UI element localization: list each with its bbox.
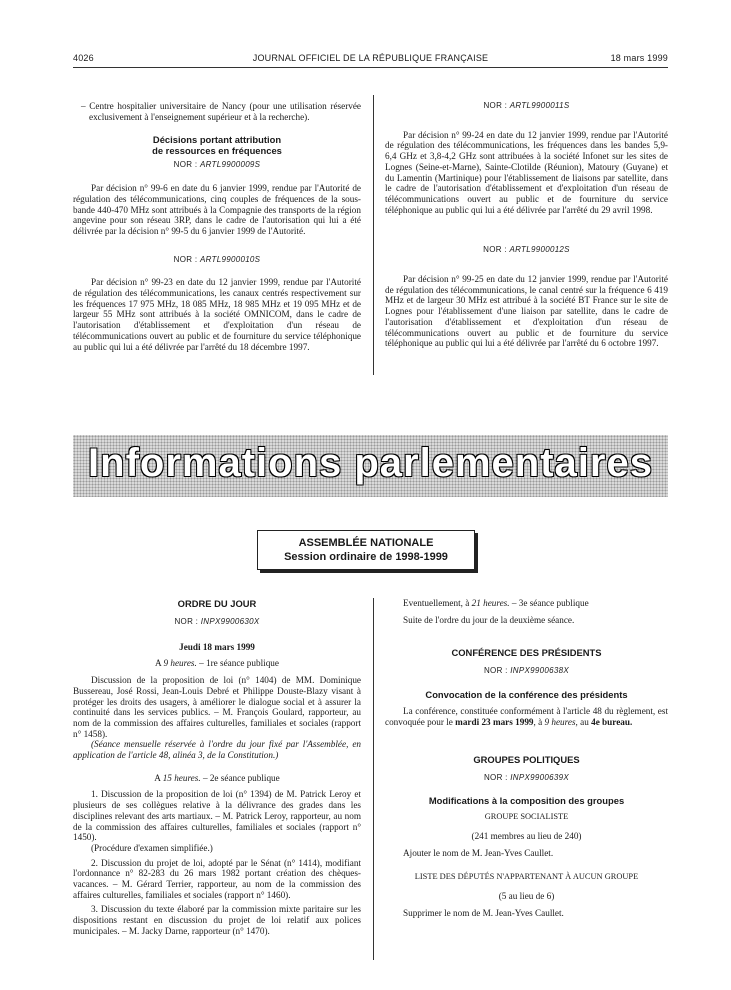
nor-reference xyxy=(385,666,668,677)
conference-title: CONFÉRENCE DES PRÉSIDENTS xyxy=(451,647,602,659)
nor-label: NOR : xyxy=(173,254,198,264)
nor-reference xyxy=(385,245,668,256)
header-rule xyxy=(73,67,668,68)
seance-suffix: – 1re séance publique xyxy=(196,658,279,669)
convocation-text-part: , à xyxy=(533,716,545,727)
section-banner xyxy=(73,435,668,497)
nor-code: ARTL9900010S xyxy=(199,254,261,264)
liste-action: Supprimer le nom de M. Jean-Yves Caullet. xyxy=(403,907,564,918)
bottom-right-column xyxy=(385,598,668,918)
section-title-line2: de ressources en fréquences xyxy=(152,145,282,157)
top-left-column xyxy=(73,101,361,352)
decision-paragraph: Par décision n° 99-24 en date du 12 janvier 1999, rendue par l'Autorité de régulation des télécommunications, les fréquences dans les bandes 5,9-6,4 GHz et 3,8-4,2 GHz sont attribuées à la société Infonet sur les sites de Lognes (Seine-et-Marne), Sainte-Clotilde (Réunion), Matoury (Guyane) et du Lamentin (Martinique) pour l'établissement de liaisons par satellite, dans le cadre de l'autorisation d'établissement et d'exploitation d'un réseau de télécommunications ouvert au public et de fourniture du service téléphonique au public qui lui a été délivrée par l'arrêté du 29 avril 1998. xyxy=(385,129,668,215)
nor-code: ARTL9900011S xyxy=(509,101,570,110)
nor-reference xyxy=(73,160,361,171)
convocation-date: mardi 23 mars 1999 xyxy=(455,716,534,727)
nor-reference xyxy=(73,617,361,628)
seance-time: 9 heures. xyxy=(163,658,197,669)
seance-time: 15 heures. xyxy=(162,772,201,783)
convocation-text-part: La conférence, constituée conformément à l'article 48 du règlement, est convoquée pour le xyxy=(385,706,668,727)
nor-code: ARTL9900009S xyxy=(199,160,261,170)
seance-suffix: – 2e séance publique xyxy=(200,772,280,783)
agenda-note: (Procédure d'examen simplifiée.) xyxy=(91,842,213,853)
convocation-time: 9 heures xyxy=(544,716,576,727)
date-heading: Jeudi 18 mars 1999 xyxy=(179,641,255,652)
convocation-text-part: , au xyxy=(575,716,592,727)
banner-title: Informations parlementaires xyxy=(88,441,653,485)
journal-title: JOURNAL OFFICIEL DE LA RÉPUBLIQUE FRANÇAISE xyxy=(252,53,489,63)
seance-heading xyxy=(385,598,668,609)
agenda-note: (Séance mensuelle réservée à l'ordre du jour fixé par l'Assemblée, en application de l'article 48, alinéa 3, de la Constitution.) xyxy=(73,739,361,761)
intro-text: – Centre hospitalier universitaire de Nancy (pour une utilisation réservée exclusivement à l'enseignement supérieur et à la recherche). xyxy=(81,101,361,122)
decision-paragraph: Par décision n° 99-25 en date du 12 janvier 1999, rendue par l'Autorité de régulation des télécommunications, le canal centré sur la fréquence 6 419 MHz et de largeur 30 MHz est attribué à la société BT France sur le site de Lognes pour l'établissement d'une liaison par satellite, dans le cadre de l'autorisation d'établissement et d'exploitation d'un réseau de télécommunications ouvert au public et de fourniture du service téléphonique au public qui lui a été délivrée par l'arrêté du 6 octobre 1997. xyxy=(385,274,668,349)
seance-prefix: Eventuellement, à xyxy=(403,598,472,608)
top-right-column xyxy=(385,101,668,349)
groupe-action: Ajouter le nom de M. Jean-Yves Caullet. xyxy=(403,847,554,858)
decision-paragraph: Par décision n° 99-23 en date du 12 janvier 1999, rendue par l'Autorité de régulation des télécommunications, les canaux centrés respectivement sur les fréquences 17 975 MHz, 18 085 MHz, 18 985 MHz et 19 095 MHz et de largeur 55 MHz sont attribués à la société OMNICOM, dans le cadre de l'autorisation d'établissement et d'exploitation d'un réseau de télécommunications ouvert au public et de fourniture du service téléphonique au public qui lui a été délivrée par l'arrêté du 18 décembre 1997. xyxy=(73,277,361,352)
nor-code: INPX9900638X xyxy=(510,666,570,676)
assembly-name: ASSEMBLÉE NATIONALE xyxy=(298,537,434,549)
suite-text: Suite de l'ordre du jour de la deuxième séance. xyxy=(403,614,575,625)
convocation-place: 4e bureau. xyxy=(591,716,633,727)
groupes-title: GROUPES POLITIQUES xyxy=(473,753,580,765)
seance-prefix: A xyxy=(154,772,163,783)
liste-count: (5 au lieu de 6) xyxy=(498,891,555,902)
nor-label: NOR : xyxy=(483,666,508,676)
bottom-left-column xyxy=(73,598,361,937)
agenda-item: 1. Discussion de la proposition de loi (n° 1394) de M. Patrick Leroy et plusieurs de ses collègues relative à la délivrance des grades dans les disciplines relevant des arts martiaux. – M. Patrick Leroy, rapporteur, au nom de la commission des affaires culturelles, familiales et sociales (rapport n° 1450). xyxy=(73,789,361,843)
column-divider xyxy=(373,95,374,375)
session-label: Session ordinaire de 1998-1999 xyxy=(284,551,448,563)
nor-label: NOR : xyxy=(174,617,199,626)
header-date: 18 mars 1999 xyxy=(610,53,668,63)
decision-paragraph: Par décision n° 99-6 en date du 6 janvier 1999, rendue par l'Autorité de régulation des télécommunications, cinq couples de fréquences de la sous-bande 440-470 MHz sont attribués à la Compagnie des transports de la région angevine pour son réseau 3RP, dans le cadre de l'autorisation qui lui a été délivrée par la décision n° 99-5 du 6 janvier 1999 de l'Autorité. xyxy=(73,183,361,236)
assembly-box xyxy=(257,530,475,570)
nor-label: NOR : xyxy=(483,245,507,255)
groupe-name: GROUPE SOCIALISTE xyxy=(484,812,569,822)
modifications-title: Modifications à la composition des groupes xyxy=(428,795,625,807)
agenda-item: Discussion de la proposition de loi (n° 1404) de MM. Dominique Bussereau, José Rossi, Jean-Louis Debré et Philippe Douste-Blazy visant à protéger les droits des usagers, à améliorer le dialogue social et à assurer la continuité dans les services publics. – M. François Goulard, rapporteur, au nom de la commission des affaires culturelles, familiales et sociales (rapport n° 1458). xyxy=(73,675,361,739)
column-divider xyxy=(373,598,374,960)
convocation-text xyxy=(385,706,668,727)
groupe-count: (241 membres au lieu de 240) xyxy=(471,830,582,841)
convocation-title: Convocation de la conférence des présidents xyxy=(425,689,628,701)
nor-label: NOR : xyxy=(173,160,198,170)
agenda-item: 3. Discussion du texte élaboré par la commission mixte paritaire sur les dispositions restant en discussion du projet de loi relatif aux polices municipales. – M. Jacky Darne, rapporteur (n° 1470). xyxy=(73,904,361,936)
seance-suffix: – 3e séance publique xyxy=(509,598,589,608)
nor-reference xyxy=(385,773,668,784)
nor-code: INPX9900630X xyxy=(200,617,260,626)
seance-time: 21 heures. xyxy=(471,598,510,608)
page-number: 4026 xyxy=(73,53,94,63)
seance-prefix: A xyxy=(155,658,164,669)
section-title-line1: Décisions portant attribution xyxy=(152,134,282,146)
nor-reference xyxy=(385,101,668,112)
nor-code: ARTL9900012S xyxy=(509,245,570,255)
seance-heading xyxy=(73,773,361,784)
nor-label: NOR : xyxy=(483,772,508,782)
nor-code: INPX9900639X xyxy=(510,772,570,782)
agenda-item: 2. Discussion du projet de loi, adopté par le Sénat (n° 1414), modifiant l'ordonnance n° 82-283 du 26 mars 1982 portant création des chèques-vacances. – M. Gérard Terrier, rapporteur, au nom de la commission des affaires culturelles, familiales et sociales (rapport n° 1460). xyxy=(73,857,361,900)
ordre-du-jour-title: ORDRE DU JOUR xyxy=(177,598,257,609)
seance-heading xyxy=(73,658,361,669)
nor-reference xyxy=(73,255,361,266)
nor-label: NOR : xyxy=(483,101,508,110)
liste-title: LISTE DES DÉPUTÉS N'APPARTENANT À AUCUN GROUPE xyxy=(414,872,639,882)
